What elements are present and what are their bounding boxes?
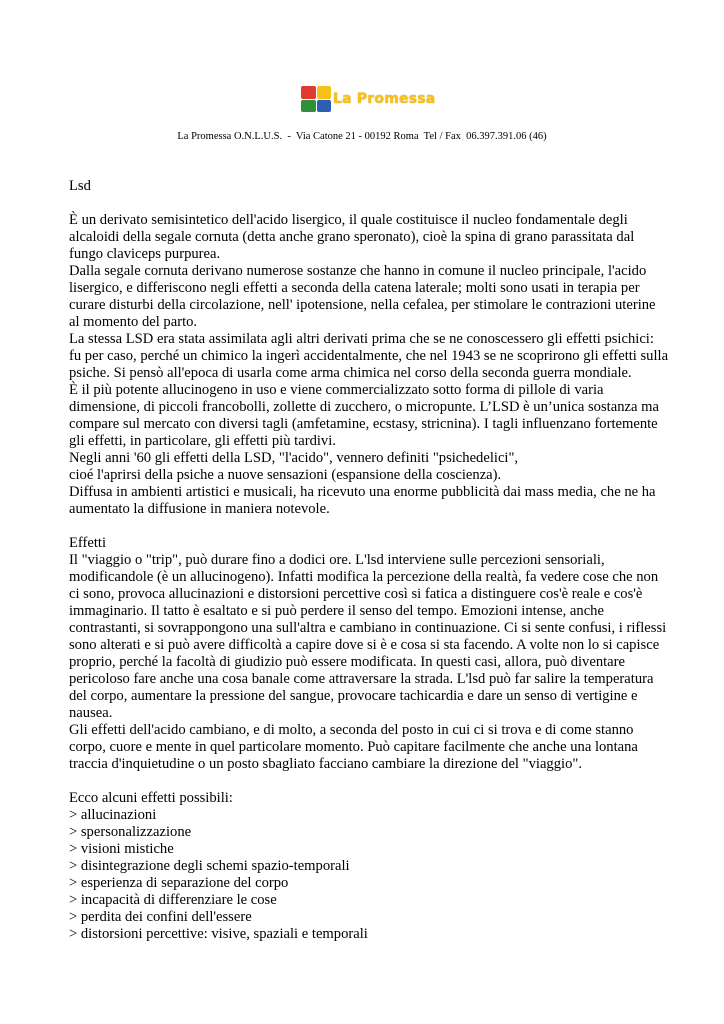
intro-paragraph: Dalla segale cornuta derivano numerose sostanze che hanno in comune il nucleo principale, l'acido lisergico, e differiscono negli effetti a seconda della catena laterale; molti sono usati in terapia per curare disturbi della circolazione, nell' ipotensione, nella cefalea, per stimolare le contrazioni uterine al momento del parto. bbox=[69, 263, 656, 330]
list-item: > spersonalizzazione bbox=[69, 824, 192, 840]
document-body bbox=[69, 178, 669, 943]
intro-paragraph: Negli anni '60 gli effetti della LSD, "l'acido", vennero definiti "psichedelici", bbox=[69, 450, 519, 466]
list-item: > perdita dei confini dell'essere bbox=[69, 909, 252, 925]
list-item: > visioni mistiche bbox=[69, 841, 174, 857]
logo bbox=[301, 86, 435, 112]
list-heading: Ecco alcuni effetti possibili: bbox=[69, 790, 233, 806]
document-title: Lsd bbox=[69, 178, 91, 194]
effects-paragraph: Gli effetti dell'acido cambiano, e di molto, a seconda del posto in cui ci si trova e di come stanno corpo, cuore e mente in quel particolare momento. Può capitare facilmente che anche una lontana traccia d'inquietudine o un posto sbagliato facciano cambiare la direzione del "viaggio". bbox=[69, 722, 638, 772]
logo-square-red bbox=[301, 86, 316, 99]
effects-heading: Effetti bbox=[69, 535, 107, 551]
list-item: > disintegrazione degli schemi spazio-temporali bbox=[69, 858, 350, 874]
list-item: > incapacità di differenziare le cose bbox=[69, 892, 277, 908]
list-item: > distorsioni percettive: visive, spaziali e temporali bbox=[69, 926, 368, 942]
effects-paragraph: Il "viaggio o "trip", può durare fino a dodici ore. L'lsd interviene sulle percezioni sensoriali, modificandole (è un allucinogeno). Infatti modifica la percezione della realtà, fa vedere cose che non ci sono, provoca allucinazioni e distorsioni percettive così si fatica a distinguere cos'è reale e cos'è immaginario. Il tatto è esaltato e si può perdere il senso del tempo. Emozioni intense, anche contrastanti, si sovrappongono una sull'altra e cambiano in continuazione. Ci si sente confusi, i riflessi sono alterati e si può avere difficoltà a capire dove si è e cosa si sta facendo. A volte non lo si capisce proprio, perché la facoltà di giudizio può essere modificata. In questi casi, allora, può diventare pericoloso fare anche una cosa banale come attraversare la strada. L'lsd può far salire la temperatura del corpo, aumentare la pressione del sangue, provocare tachicardia e dare un senso di vertigine e nausea. bbox=[69, 552, 667, 721]
intro-paragraph: La stessa LSD era stata assimilata agli altri derivati prima che se ne conoscessero gli effetti psichici: fu per caso, perché un chimico la ingerì accidentalmente, che nel 1943 se ne scoprirono gli effetti sulla psiche. Si pensò all'epoca di usarla come arma chimica nel corso della seconda guerra mondiale. bbox=[69, 331, 669, 381]
intro-paragraph: Diffusa in ambienti artistici e musicali, ha ricevuto una enorme pubblicità dai mass media, che ne ha aumentato la diffusione in maniera notevole. bbox=[69, 484, 656, 517]
logo-square-yellow bbox=[317, 86, 332, 99]
logo-text: La Promessa bbox=[333, 91, 436, 107]
list-item: > allucinazioni bbox=[69, 807, 157, 823]
intro-paragraph: È il più potente allucinogeno in uso e viene commercializzato sotto forma di pillole di varia dimensione, di piccoli francobolli, zollette di zucchero, o micropunte. L’LSD è un’unica sostanza ma compare sul mercato con diversi tagli (amfetamine, ecstasy, stricnina). I tagli influenzano fortemente gli effetti, in particolare, gli effetti più tardivi. bbox=[69, 382, 659, 449]
header-address: La Promessa O.N.L.U.S. - Via Catone 21 - 00192 Roma Tel / Fax 06.397.391.06 (46) bbox=[177, 131, 547, 142]
logo-square-blue bbox=[317, 100, 332, 113]
intro-paragraph: cioé l'aprirsi della psiche a nuove sensazioni (espansione della coscienza). bbox=[69, 467, 502, 483]
logo-mark-icon bbox=[301, 86, 331, 112]
logo-square-green bbox=[301, 100, 316, 113]
list-item: > esperienza di separazione del corpo bbox=[69, 875, 289, 891]
intro-paragraph: È un derivato semisintetico dell'acido lisergico, il quale costituisce il nucleo fondamentale degli alcaloidi della segale cornuta (detta anche grano speronato), cioè la spina di grano parassitata dal fungo claviceps purpurea. bbox=[69, 212, 635, 262]
